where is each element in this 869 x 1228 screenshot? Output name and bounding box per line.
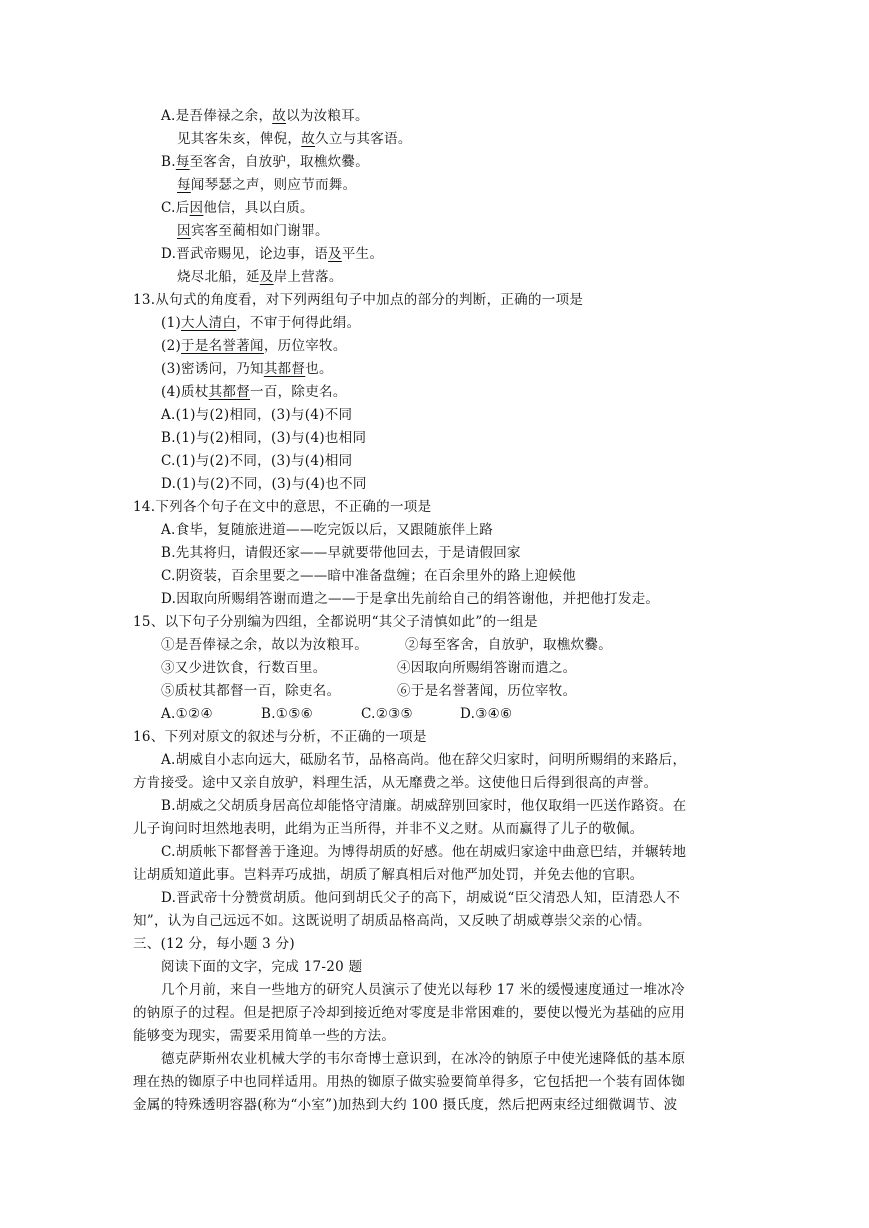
q16-stem: 16、下列对原文的叙述与分析，不正确的一项是 bbox=[133, 729, 427, 745]
q16-option-d-line2: 知”，认为自己远远不如。这既说明了胡质品格高尚，又反映了胡威尊崇父亲的心情。 bbox=[133, 913, 651, 929]
q13-sentence-3: (3)密诱问，乃知其都督也。 bbox=[161, 361, 333, 377]
q13-option-c: C.(1)与(2)不同，(3)与(4)相同 bbox=[161, 453, 353, 469]
q16-option-c-line2: 让胡质知道此事。岂料弄巧成拙，胡质了解真相后对他严加处罚，并免去他的官职。 bbox=[133, 867, 644, 883]
q14-option-d: D.因取向所赐绢答谢而遣之——于是拿出先前给自己的绢答谢他，并把他打发走。 bbox=[161, 591, 660, 607]
q15-item-6: ⑥于是名誉著闻，历位宰牧。 bbox=[397, 683, 577, 699]
passage-p1-line3: 能够变为现实，需要采用简单一些的方法。 bbox=[133, 1028, 396, 1044]
q13-option-a: A.(1)与(2)相同，(3)与(4)不同 bbox=[161, 407, 353, 423]
q13-sentence-1: (1)大人清白，不审于何得此绢。 bbox=[161, 315, 361, 331]
q13-option-b: B.(1)与(2)相同，(3)与(4)也相同 bbox=[161, 430, 367, 446]
q15-option-a: A.①②④ bbox=[161, 706, 213, 722]
q15-option-b: B.①⑤⑥ bbox=[261, 706, 314, 722]
q13-stem: 13.从句式的角度看，对下列两组句子中加点的部分的判断，正确的一项是 bbox=[133, 292, 584, 308]
q12-option-c-line2: 因宾客至蔺相如门谢罪。 bbox=[177, 223, 329, 239]
q12-option-b-line1: B.每至客舍，自放驴，取樵炊爨。 bbox=[161, 154, 370, 170]
q14-stem: 14.下列各个句子在文中的意思，不正确的一项是 bbox=[133, 499, 432, 515]
passage-p2-line2: 理在热的铷原子中也同样适用。用热的铷原子做实验要简单得多，它包括把一个装有固体铷 bbox=[133, 1074, 685, 1090]
q13-sentence-4: (4)质杖其都督一百，除吏名。 bbox=[161, 384, 347, 400]
q16-option-a-line1: A.胡威自小志向远大，砥励名节，品格高尚。他在辞父归家时，问明所赐绢的来路后， bbox=[161, 752, 687, 768]
q16-option-b-line2: 儿子询问时坦然地表明，此绢为正当所得，并非不义之财。从而赢得了儿子的敬佩。 bbox=[133, 821, 644, 837]
section-3-title: 三、(12 分，每小题 3 分) bbox=[133, 936, 295, 952]
q15-item-1: ①是吾俸禄之余，故以为汝粮耳。 bbox=[161, 637, 368, 653]
q12-option-a-line2: 见其客朱亥，俾倪，故久立与其客语。 bbox=[177, 131, 412, 147]
passage-p1-line2: 的钠原子的过程。但是把原子冷却到接近绝对零度是非常困难的，要使以慢光为基础的应用 bbox=[133, 1005, 685, 1021]
q15-item-5: ⑤质杖其都督一百，除吏名。 bbox=[161, 683, 341, 699]
section-3-intro: 阅读下面的文字，完成 17-20 题 bbox=[161, 959, 363, 975]
q16-option-c-line1: C.胡质帐下都督善于逢迎。为博得胡质的好感。他在胡威归家途中曲意巴结，并辗转地 bbox=[161, 844, 687, 860]
q14-option-c: C.阴资装，百余里要之——暗中准备盘缠；在百余里外的路上迎候他 bbox=[161, 568, 576, 584]
q12-option-d-line1: D.晋武帝赐见，论边事，语及平生。 bbox=[161, 246, 384, 262]
q16-option-b-line1: B.胡威之父胡质身居高位却能恪守清廉。胡威辞别回家时，他仅取绢一匹送作路资。在 bbox=[161, 798, 687, 814]
q12-option-a-line1: A.是吾俸禄之余，故以为汝粮耳。 bbox=[161, 108, 369, 124]
q15-option-d: D.③④⑥ bbox=[460, 706, 513, 722]
q16-option-d-line1: D.晋武帝十分赞赏胡质。他问到胡氏父子的高下，胡威说“臣父清恐人知，臣清恐人不 bbox=[161, 890, 681, 906]
passage-p2-line1: 德克萨斯州农业机械大学的韦尔奇博士意识到，在冰冷的钠原子中使光速降低的基本原 bbox=[161, 1051, 686, 1067]
passage-p2-line3: 金属的特殊透明容器(称为“小室”)加热到大约 100 摄氏度，然后把两束经过细微调节、波 bbox=[133, 1097, 678, 1113]
q16-option-a-line2: 方肯接受。途中又亲自放驴，料理生活，从无靡费之举。这使他日后得到很高的声誉。 bbox=[133, 775, 658, 791]
q13-option-d: D.(1)与(2)不同，(3)与(4)也不同 bbox=[161, 476, 367, 492]
q15-option-c: C.②③⑤ bbox=[361, 706, 413, 722]
q15-stem: 15、以下句子分别编为四组，全都说明“其父子清慎如此”的一组是 bbox=[133, 614, 538, 630]
q15-item-2: ②每至客舍，自放驴，取樵炊爨。 bbox=[405, 637, 612, 653]
passage-p1-line1: 几个月前，来自一些地方的研究人员演示了使光以每秒 17 米的缓慢速度通过一堆冰冷 bbox=[161, 982, 685, 998]
q14-option-a: A.食毕，复随旅进道——吃完饭以后，又跟随旅伴上路 bbox=[161, 522, 494, 538]
q12-option-b-line2: 每闻琴瑟之声，则应节而舞。 bbox=[177, 177, 357, 193]
q12-option-c-line1: C.后因他信，具以白质。 bbox=[161, 200, 314, 216]
q15-item-4: ④因取向所赐绢答谢而遣之。 bbox=[397, 660, 577, 676]
q12-option-d-line2: 烧尽北船，延及岸上营落。 bbox=[177, 269, 343, 285]
q15-item-3: ③又少进饮食，行数百里。 bbox=[161, 660, 327, 676]
q13-sentence-2: (2)于是名誉著闻，历位宰牧。 bbox=[161, 338, 347, 354]
q14-option-b: B.先其将归，请假还家——早就要带他回去，于是请假回家 bbox=[161, 545, 521, 561]
